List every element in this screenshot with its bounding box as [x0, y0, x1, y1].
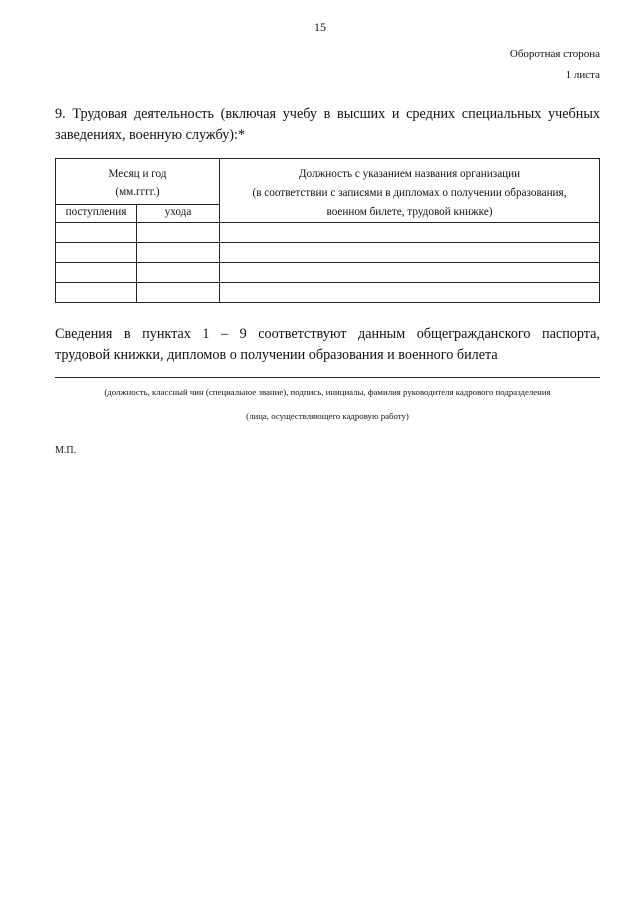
date-header-cell [56, 159, 220, 205]
position-header-note-2: военном билете, трудовой книжке) [326, 206, 493, 218]
confirmation-line-2: трудовой книжки, дипломов о получении образования и военного билета [55, 347, 498, 363]
end-date-cell[interactable] [137, 283, 220, 303]
confirmation-statement [55, 324, 600, 366]
start-date-cell[interactable] [56, 263, 137, 283]
section-heading: 9. Трудовая деятельность (включая учебу в высших и средних специальных учебных заведениях, военную службу):* [55, 106, 600, 143]
position-cell[interactable] [220, 283, 600, 303]
col-start-header: поступления [56, 204, 137, 222]
date-header-format: (мм.гггг.) [115, 186, 160, 198]
start-date-cell[interactable] [56, 243, 137, 263]
signature-caption-continued: (лица, осуществляющего кадровую работу) [246, 411, 409, 421]
start-date-cell[interactable] [56, 283, 137, 303]
position-header-title: Должность с указанием названия организации [298, 168, 521, 180]
side-label: Оборотная сторона [509, 48, 600, 60]
date-header-title: Месяц и год [108, 168, 167, 180]
stamp-placeholder: М.П. [55, 445, 77, 456]
position-cell[interactable] [220, 223, 600, 243]
position-header-cell [220, 159, 600, 223]
signature-line[interactable] [55, 377, 600, 378]
work-history-table [55, 158, 600, 303]
col-end-header: ухода [137, 204, 220, 222]
confirmation-line-1: Сведения в пунктах 1 – 9 соответствуют данным общегражданского паспорта, [55, 326, 600, 342]
end-date-cell[interactable] [137, 243, 220, 263]
table-row [56, 243, 600, 263]
end-date-cell[interactable] [137, 263, 220, 283]
start-date-cell[interactable] [56, 223, 137, 243]
sheet-label: 1 листа [565, 69, 600, 81]
signature-caption: (должность, классный чин (специальное звание), подпись, инициалы, фамилия руководителя кадрового подразделения [104, 387, 551, 397]
table-row [56, 263, 600, 283]
end-date-cell[interactable] [137, 223, 220, 243]
position-header-note-1: (в соответствии с записями в дипломах о получении образования, [252, 187, 567, 199]
position-cell[interactable] [220, 243, 600, 263]
table-row [56, 283, 600, 303]
position-cell[interactable] [220, 263, 600, 283]
table-row [56, 223, 600, 243]
page-number: 15 [314, 20, 326, 34]
